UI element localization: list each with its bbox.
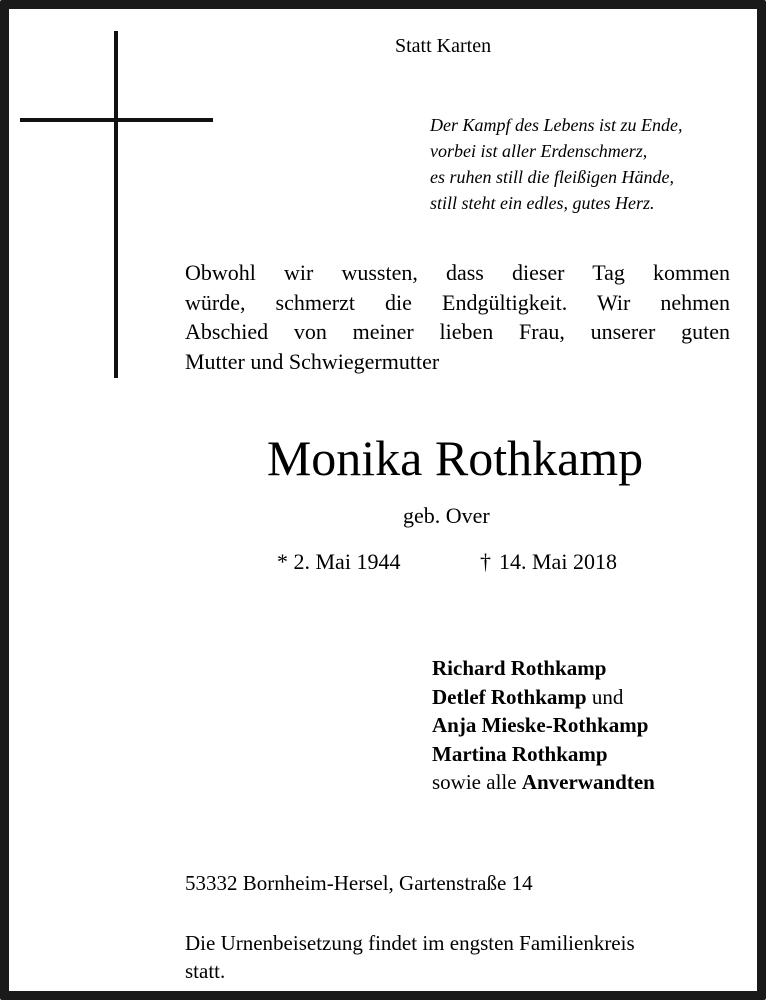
poem	[430, 112, 682, 216]
mourner-relatives	[432, 768, 655, 797]
mourner-name	[432, 711, 655, 740]
burial-note	[185, 929, 730, 985]
mourner-name	[432, 654, 655, 683]
mourner-name-text: Martina Rothkamp	[432, 741, 608, 766]
burial-note-line: statt.	[185, 959, 226, 983]
mourner-relatives-text: Anverwandten	[521, 770, 655, 794]
mourners-list	[432, 654, 655, 797]
mourner-name-text: Richard Rothkamp	[432, 656, 607, 680]
statt-karten-header: Statt Karten	[395, 35, 492, 57]
death-date-group	[480, 549, 617, 575]
intro-line: würde, schmerzt die Endgültigkeit. Wir nehmen	[185, 289, 730, 315]
mourner-name	[432, 740, 655, 769]
mourner-name-text: Detlef Rothkamp	[432, 684, 587, 709]
cross-vertical-bar	[114, 31, 118, 378]
intro-line: Mutter und Schwiegermutter	[185, 348, 440, 374]
intro-paragraph	[185, 258, 730, 376]
birth-date: * 2. Mai 1944	[277, 549, 401, 574]
poem-line: still steht ein edles, gutes Herz.	[430, 193, 655, 213]
cross-horizontal-bar	[20, 118, 213, 122]
burial-note-line: Die Urnenbeisetzung findet im engsten Familienkreis	[185, 931, 635, 955]
deceased-name: Monika Rothkamp	[266, 430, 644, 486]
poem-line: Der Kampf des Lebens ist zu Ende,	[430, 115, 683, 135]
mourner-name-text: Anja Mieske-Rothkamp	[432, 713, 649, 737]
intro-line: Abschied von meiner lieben Frau, unserer guten	[185, 319, 730, 344]
poem-line: es ruhen still die fleißigen Hände,	[430, 167, 674, 187]
poem-line: vorbei ist aller Erdenschmerz,	[430, 141, 648, 161]
death-date: 14. Mai 2018	[499, 549, 617, 574]
dagger-icon: †	[480, 549, 491, 574]
address: 53332 Bornheim-Hersel, Gartenstraße 14	[185, 871, 533, 895]
mourner-name	[432, 683, 655, 712]
mourner-conjunction: und	[586, 684, 624, 709]
intro-line: Obwohl wir wussten, dass dieser Tag kommen	[185, 260, 730, 285]
maiden-name: geb. Over	[403, 503, 490, 528]
mourner-relatives-prefix: sowie alle	[432, 770, 522, 794]
